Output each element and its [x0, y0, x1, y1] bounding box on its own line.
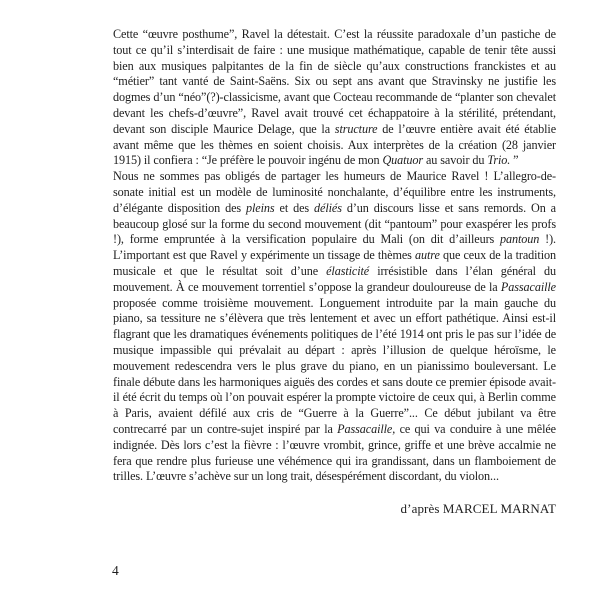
paragraph-1: Cette “œuvre posthume”, Ravel la détestait. C’est la réussite paradoxale d’un pastiche de tout ce qu’il s’interdisait de faire : une musique mathématique, capable de tenir tête aussi bien aux musiques palpitantes de la fin de siècle qu’aux constructions franckistes et au “métier” tant vanté de Saint-Saëns. Six ou sept ans avant que Stravinsky ne justifie les dogmes d’un “néo”(?)-classicisme, avant que Cocteau recommande de “planter son chevalet devant les chefs-d’œuvre”, Ravel avait trouvé cet échappatoire à la stérilité, prétendant, devant son disciple Maurice Delage, que la structure de l’œuvre entière avait été établie avant même que les thèmes en soient choisis. Aux interprètes de la création (28 janvier 1915) il confiera : “Je préfère le pouvoir ingénu de mon Quatuor au savoir du Trio. ”: [113, 27, 557, 168]
attribution: d’après MARCEL MARNAT: [400, 501, 556, 517]
page-number: 4: [112, 563, 119, 578]
text-block: [113, 27, 556, 517]
paragraph-2: Nous ne sommes pas obligés de partager les humeurs de Maurice Ravel ! L’allegro-de-sonate initial est un modèle de luminosité nonchalante, d’équilibre entre les instruments, d’élégante disposition des pleins et des déliés d’un discours lisse et sans remords. On a beaucoup glosé sur la forme du second mouvement (dit “pantoum” pour exaspérer les profs !), forme empruntée à la versification populaire du Mali (on dit d’ailleurs pantoun !). L’important est que Ravel y expérimente un tissage de thèmes autre que ceux de la tradition musicale et que le résultat soit d’une élasticité irrésistible dans l’élan général du mouvement. À ce mouvement torrentiel s’oppose la grandeur douloureuse de la Passacaille proposée comme troisième mouvement. Longuement introduite par la main gauche du piano, sa tessiture ne s’élèvera que très lentement et avec un effort pathétique. Ainsi est-il flagrant que les dramatiques événements politiques de l’été 1914 ont pris le pas sur l’idée de musique impassible qui prévalait au départ : après l’illusion de quelque héroïsme, le mouvement redescendra vers le plus grave du piano, en un pianissimo bouleversant. Le finale débute dans les harmoniques aiguës des cordes et sans doute ce premier épisode avait-il été écrit du temps où l’on pouvait espérer la prompte victoire de ceux qui, à Berlin comme à Paris, avaient défilé aux cris de “Guerre à la Guerre”... Ce début jubilant va être contrecarré par un contre-sujet inspiré par la Passacaille, ce qui va conduire à une mêlée indignée. Dès lors c’est la fièvre : l’œuvre vrombit, grince, griffe et une brève accalmie ne fera que rendre plus furieuse une véhémence qui ira grandissant, dans un flamboiement de trilles. L’œuvre s’achève sur un long trait, désespérément discordant, du violon...: [113, 169, 556, 484]
